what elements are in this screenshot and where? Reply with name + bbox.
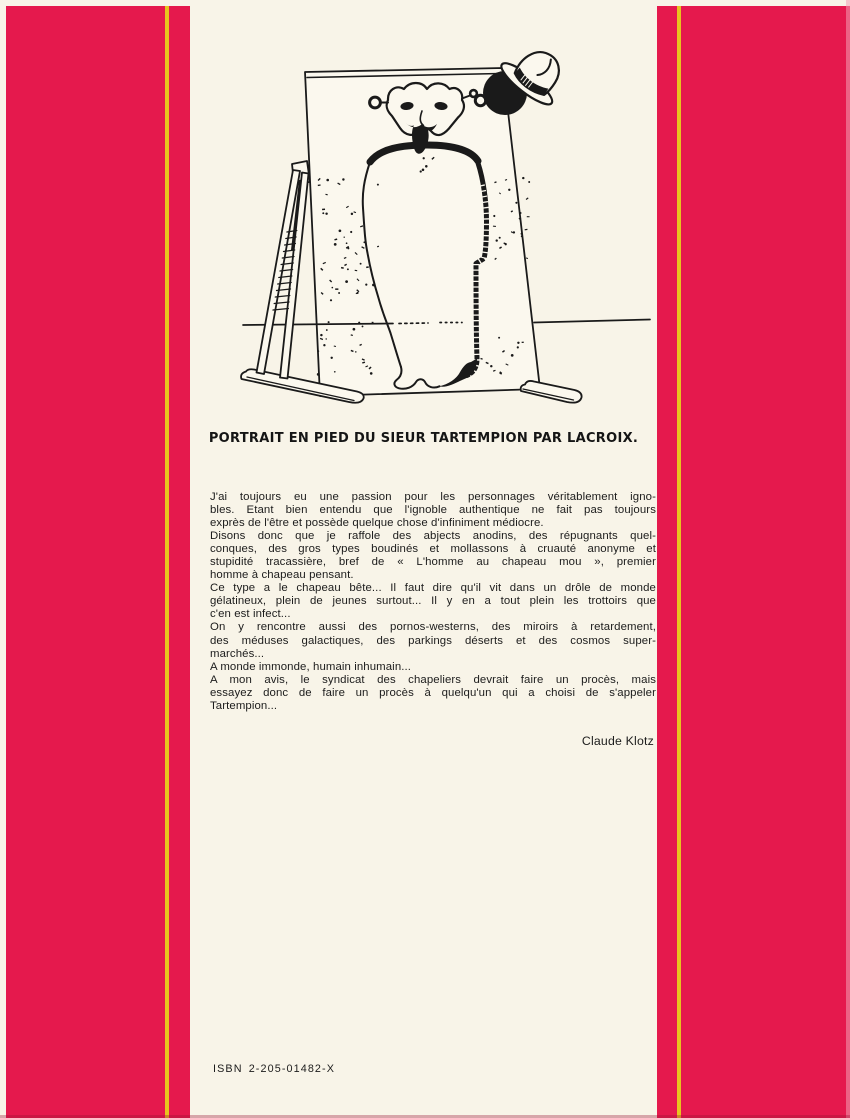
red-panel-right bbox=[657, 6, 850, 1118]
blurb-line: A monde immonde, humain inhumain... bbox=[210, 660, 412, 673]
blurb-line: J'ai toujours eu une passion pour les personnages véritablement igno- bbox=[210, 491, 656, 503]
easel-legs bbox=[257, 170, 309, 379]
blurb-line: c'en est infect... bbox=[210, 608, 291, 621]
blurb-line: A mon avis, le syndicat des chapeliers devrait faire un procès, mais bbox=[210, 673, 656, 686]
blurb-line: marchés... bbox=[210, 647, 265, 660]
scan-edge bbox=[846, 0, 850, 1118]
blurb-line: gélatineux, plein de jeunes surtout... Il y en a tout plein les trottoirs que bbox=[210, 595, 656, 608]
blurb-line: On y rencontre aussi des pornos-westerns, des miroirs à retardement, bbox=[210, 621, 656, 634]
blurb-line: Tartempion... bbox=[210, 699, 278, 712]
blurb-line: des méduses galactiques, des parkings déserts et des cosmos super- bbox=[210, 634, 656, 647]
back-cover-illustration bbox=[190, 20, 657, 420]
blurb-text bbox=[210, 491, 656, 713]
gold-rule-right bbox=[677, 6, 681, 1118]
blurb-line: stupidité tracassière, bref de « L'homme au chapeau mou », premier bbox=[210, 556, 656, 569]
blurb-line: exprès de l'être et possède quelque chose d'infiniment médiocre. bbox=[210, 517, 544, 530]
blurb-line: homme à chapeau pensant. bbox=[210, 569, 354, 582]
gold-rule-left bbox=[165, 6, 169, 1118]
red-panel-left bbox=[6, 6, 190, 1118]
blurb-line: Disons donc que je raffole des abjects anodins, des répugnants quel- bbox=[210, 530, 656, 543]
blurb-line: essayez donc de faire un procès à quelqu'un qui a choisi de s'appeler bbox=[210, 686, 656, 699]
blurb-line: bles. Etant bien entendu que l'ignoble authentique ne fait pas toujours bbox=[210, 504, 656, 517]
blurb-line: Ce type a le chapeau bête... Il faut dire qu'il vit dans un drôle de monde bbox=[210, 582, 656, 595]
blurb-line: conques, des gros types boudinés et mollassons à cruauté anonyme et bbox=[210, 543, 656, 556]
isbn-text: ISBN 2-205-01482-X bbox=[213, 1063, 336, 1075]
illustration-caption: PORTRAIT EN PIED DU SIEUR TARTEMPION PAR LACROIX. bbox=[208, 430, 639, 447]
author-signature: Claude Klotz bbox=[581, 734, 654, 748]
